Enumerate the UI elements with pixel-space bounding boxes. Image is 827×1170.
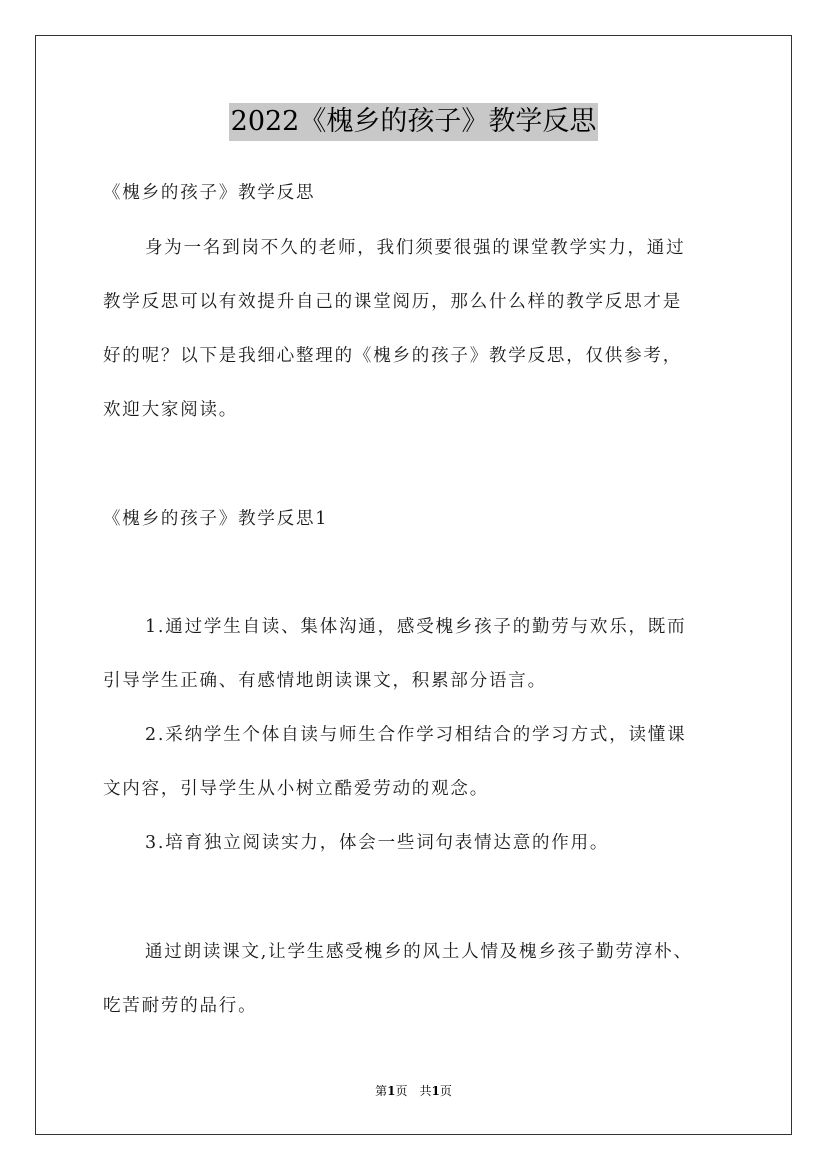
title-container: [0, 103, 827, 141]
intro-line-4: 欢迎大家阅读。: [103, 400, 239, 420]
document-title: 2022《槐乡的孩子》教学反思: [229, 103, 599, 141]
footer-page-current: 1: [387, 1084, 396, 1098]
footer-page-mid: 页 共: [395, 1084, 432, 1098]
goal-line-2: 引导学生正确、有感情地朗读课文，积累部分语言。: [103, 671, 547, 691]
section-heading: 《槐乡的孩子》教学反思1: [103, 509, 329, 529]
goal-line-4: 文内容，引导学生从小树立酷爱劳动的观念。: [103, 779, 489, 799]
goal-line-1: 1.通过学生自读、集体沟通，感受槐乡孩子的勤劳与欢乐，既而: [145, 617, 687, 637]
document-subtitle: 《槐乡的孩子》教学反思: [103, 183, 316, 203]
intro-line-3: 好的呢？以下是我细心整理的《槐乡的孩子》教学反思，仅供参考，: [103, 346, 682, 366]
goal-line-5: 3.培育独立阅读实力，体会一些词句表情达意的作用。: [145, 833, 610, 853]
footer-page-total: 1: [431, 1084, 440, 1098]
closing-line-1: 通过朗读课文,让学生感受槐乡的风土人情及槐乡孩子勤劳淳朴、: [145, 942, 693, 962]
intro-line-1: 身为一名到岗不久的老师，我们须要很强的课堂教学实力，通过: [145, 238, 686, 258]
closing-line-2: 吃苦耐劳的品行。: [103, 996, 258, 1016]
page-footer: [0, 1083, 827, 1099]
goal-line-3: 2.采纳学生个体自读与师生合作学习相结合的学习方式，读懂课: [145, 725, 687, 745]
footer-page-prefix: 第: [375, 1084, 388, 1098]
intro-line-2: 教学反思可以有效提升自己的课堂阅历，那么什么样的教学反思才是: [103, 292, 682, 312]
footer-page-suffix: 页: [439, 1084, 452, 1098]
